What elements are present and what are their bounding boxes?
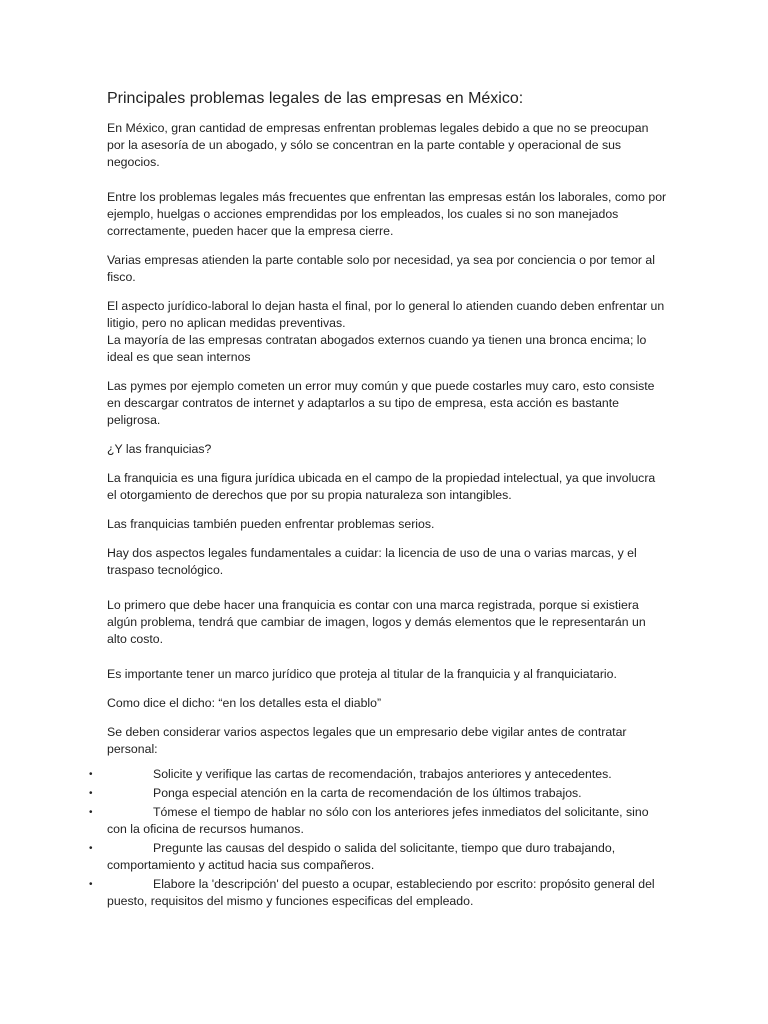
list-item-text: Elabore la 'descripción' del puesto a ocupar, estableciendo por escrito: propósito general del puesto, requisitos del mismo y funciones especificas del empleado.: [107, 877, 655, 908]
list-item: [89, 804, 667, 838]
hiring-checklist: [89, 766, 667, 910]
paragraph-intro: En México, gran cantidad de empresas enfrentan problemas legales debido a que no se preocupan por la asesoría de un abogado, y sólo se concentran en la parte contable y operacional de sus negocios.: [107, 121, 649, 169]
list-item: [89, 840, 667, 874]
list-item-text: Ponga especial atención en la carta de recomendación de los últimos trabajos.: [153, 786, 582, 800]
bullet-icon: •: [89, 769, 93, 780]
paragraph-external-lawyers: La mayoría de las empresas contratan abogados externos cuando ya tienen una bronca encima; lo ideal es que sean internos: [107, 333, 647, 364]
list-item: [89, 876, 667, 910]
bullet-icon: •: [89, 843, 93, 854]
paragraph-saying: Como dice el dicho: “en los detalles esta el diablo”: [107, 696, 382, 710]
paragraph-legal-aspects: Hay dos aspectos legales fundamentales a cuidar: la licencia de uso de una o varias marcas, y el traspaso tecnológico.: [107, 546, 637, 577]
list-item: [89, 785, 667, 802]
list-item-text: Pregunte las causas del despido o salida del solicitante, tiempo que duro trabajando, comportamiento y actitud hacia sus compañeros.: [107, 841, 616, 872]
document-title: Principales problemas legales de las empresas en México:: [107, 90, 524, 107]
paragraph-hiring-intro: Se deben considerar varios aspectos legales que un empresario debe vigilar antes de contratar personal:: [107, 725, 627, 756]
paragraph-franchise-question: ¿Y las franquicias?: [107, 442, 212, 456]
document-page: [89, 88, 667, 912]
paragraph-legal-framework: Es importante tener un marco jurídico que proteja al titular de la franquicia y al franquiciatario.: [107, 667, 617, 681]
paragraph-accounting: Varias empresas atienden la parte contable solo por necesidad, ya sea por conciencia o por temor al fisco.: [107, 253, 655, 284]
paragraph-labor-problems: Entre los problemas legales más frecuentes que enfrentan las empresas están los laborales, como por ejemplo, huelgas o acciones emprendidas por los empleados, los cuales si no son manejados correctamente, pueden hacer que la empresa cierre.: [107, 190, 667, 238]
paragraph-legal-aspect: El aspecto jurídico-laboral lo dejan hasta el final, por lo general lo atienden cuando deben enfrentar un litigio, pero no aplican medidas preventivas.: [107, 299, 665, 330]
paragraph-pymes: Las pymes por ejemplo cometen un error muy común y que puede costarles muy caro, esto consiste en descargar contratos de internet y adaptarlos a su tipo de empresa, esta acción es bastante peligrosa.: [107, 379, 655, 427]
list-item-text: Tómese el tiempo de hablar no sólo con los anteriores jefes inmediatos del solicitante, sino con la oficina de recursos humanos.: [107, 805, 649, 836]
paragraph-franchise-problems: Las franquicias también pueden enfrentar problemas serios.: [107, 517, 435, 531]
bullet-icon: •: [89, 788, 93, 799]
bullet-icon: •: [89, 879, 93, 890]
paragraph-franchise-definition: La franquicia es una figura jurídica ubicada en el campo de la propiedad intelectual, ya que involucra el otorgamiento de derechos que por su propia naturaleza son intangibles.: [107, 471, 656, 502]
paragraph-trademark: Lo primero que debe hacer una franquicia es contar con una marca registrada, porque si existiera algún problema, tendrá que cambiar de imagen, logos y demás elementos que le representarán un alto costo.: [107, 598, 646, 646]
bullet-icon: •: [89, 807, 93, 818]
list-item: [89, 766, 667, 783]
list-item-text: Solicite y verifique las cartas de recomendación, trabajos anteriores y antecedentes.: [153, 767, 612, 781]
